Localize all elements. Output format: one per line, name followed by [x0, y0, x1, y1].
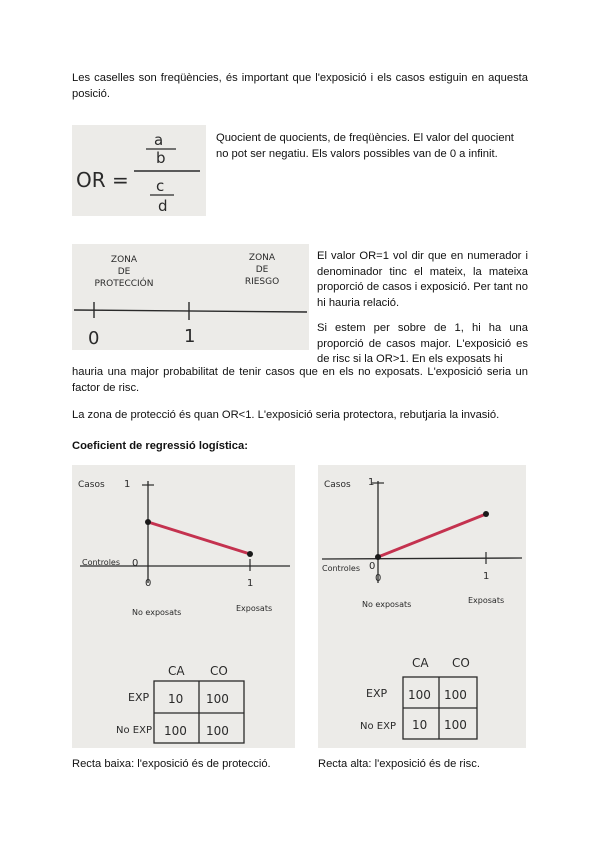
right-row-noexp: No EXP [360, 721, 396, 732]
left-cell-3: 100 [164, 724, 187, 738]
right-col-co: CO [452, 656, 470, 670]
or-a: a [154, 131, 164, 149]
number-line [74, 310, 307, 312]
protection-zone-text: La zona de protecció és quan OR<1. L'exposició seria protectora, rebutjaria la invasió. [72, 409, 500, 421]
right-y-bottom-label: Controles [322, 564, 361, 573]
left-x-right-label: Exposats [236, 604, 273, 613]
left-row-exp: EXP [128, 691, 150, 704]
left-point-start [145, 519, 151, 525]
right-x-one: 1 [483, 571, 490, 582]
or-description: Quocient de quocients, de freqüències. El valor del quocient no pot ser negatiu. Els valors possibles van de 0 a infinit. [216, 132, 514, 160]
right-cell-1: 100 [408, 688, 431, 702]
or-d: d [158, 197, 168, 215]
left-cell-4: 100 [206, 724, 229, 738]
intro-paragraph: Les caselles son freqüències, és important que l'exposició i els casos estiguin en aquesta posició. [72, 72, 528, 100]
left-y-bottom-label: Controles [82, 558, 121, 567]
right-col-ca: CA [412, 656, 429, 670]
tick-one-label: 1 [184, 326, 196, 347]
risk-label-3: RIESGO [244, 277, 280, 287]
caption-right: Recta alta: l'exposició és de risc. [318, 758, 480, 770]
or-greater-one-text-a: Si estem per sobre de 1, hi ha una proporció de casos major. L'exposició es de risc si la OR>1. En els exposats hi [317, 322, 528, 365]
right-y-top-label: Casos [324, 480, 351, 490]
left-col-co: CO [210, 664, 228, 678]
right-cell-3: 10 [412, 718, 428, 732]
right-x-axis [322, 558, 522, 559]
tick-zero-label: 0 [88, 328, 100, 349]
or-lhs: OR = [76, 168, 129, 192]
left-x-left-label: No exposats [132, 608, 182, 617]
left-y-top-tick: 1 [124, 479, 131, 490]
left-row-noexp: No EXP [116, 725, 152, 736]
right-point-start [375, 554, 381, 560]
or-equal-one-text: El valor OR=1 vol dir que en numerador i denominador tinc el mateix, la mateixa proporció de casos i exposició. Per tant no hi hauria relació. [317, 250, 528, 309]
left-y-zero: 0 [132, 558, 139, 569]
left-x-one: 1 [247, 578, 254, 589]
left-x-zero: 0 [145, 578, 152, 589]
left-y-top-label: Casos [78, 480, 105, 490]
caption-left: Recta baixa: l'exposició és de protecció. [72, 758, 271, 770]
right-point-end [483, 511, 489, 517]
left-col-ca: CA [168, 664, 185, 678]
right-x-left-label: No exposats [362, 600, 412, 609]
protection-label-3: PROTECCIÓN [94, 279, 154, 289]
left-cell-1: 10 [168, 692, 184, 706]
protection-label-1: ZONA [110, 255, 138, 265]
left-point-end [247, 551, 253, 557]
risk-label-2: DE [255, 265, 269, 275]
right-y-top-tick: 1 [368, 477, 375, 488]
section-heading: Coeficient de regressió logística: [72, 440, 248, 452]
or-formula-image [72, 125, 206, 216]
risk-label-1: ZONA [248, 253, 276, 263]
or-c: c [156, 177, 165, 195]
graph-right-image [318, 465, 526, 748]
left-regression-line [148, 522, 250, 554]
right-y-zero: 0 [369, 561, 376, 572]
right-cell-2: 100 [444, 688, 467, 702]
graph-left-image [72, 465, 295, 748]
protection-label-2: DE [117, 267, 131, 277]
left-cell-2: 100 [206, 692, 229, 706]
right-row-exp: EXP [366, 687, 388, 700]
right-x-right-label: Exposats [468, 596, 505, 605]
zones-image [72, 244, 309, 350]
or-b: b [156, 149, 166, 167]
or-greater-one-text-b: hauria una major probabilitat de tenir casos que en els no exposats. L'exposició seria un factor de risc. [72, 366, 528, 394]
right-cell-4: 100 [444, 718, 467, 732]
right-x-zero: 0 [375, 573, 382, 584]
right-regression-line [378, 514, 486, 557]
